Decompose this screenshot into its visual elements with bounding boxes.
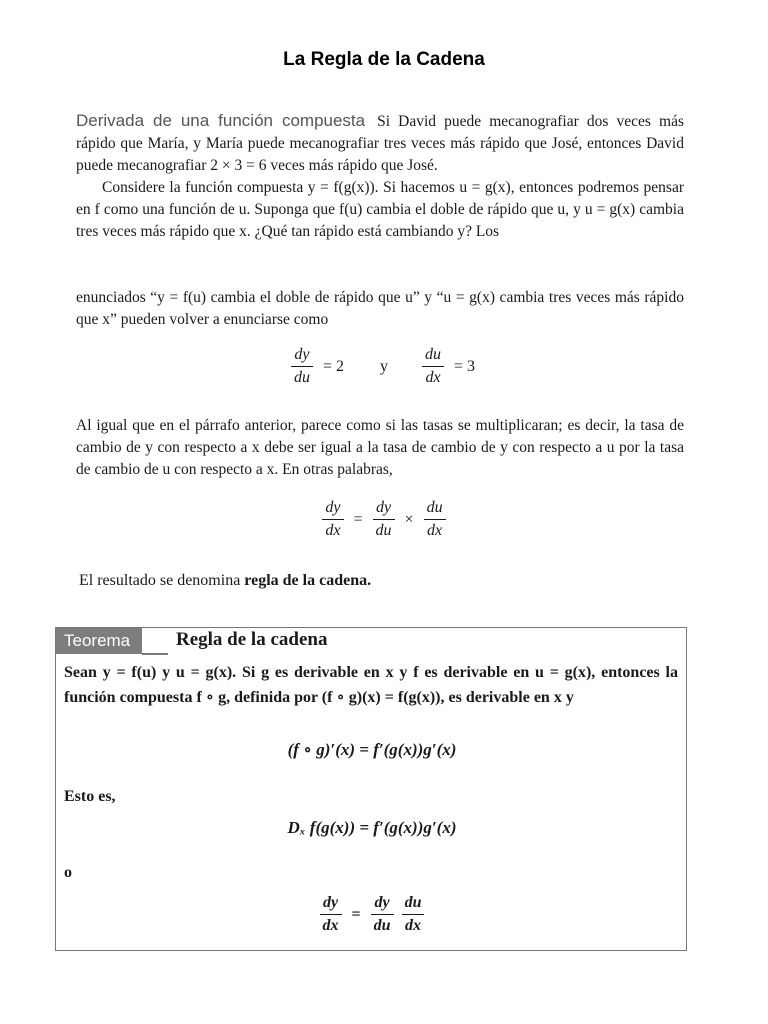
- result-sentence: El resultado se denomina regla de la cadena.: [79, 572, 372, 589]
- intro-paragraph-1: [76, 110, 684, 177]
- theorem-box: [55, 627, 687, 951]
- page-title: La Regla de la Cadena: [283, 49, 485, 70]
- section-heading: Derivada de una función compuesta: [76, 111, 366, 130]
- intro-paragraph-2: Considere la función compuesta y = f(g(x)). Si hacemos u = g(x), entonces podremos pensar en f como una función de u. Suponga que f(u) cambia el doble de rápido que u, y u = g(x) cambia tres veces más rápido que x. ¿Qué tan rápido está cambiando y? Los: [76, 179, 684, 240]
- tab-underline: [142, 653, 168, 655]
- theorem-formula-1: (f ∘ g)′(x) = f′(g(x))g′(x): [287, 740, 457, 759]
- dy-dx-fraction: $\frac{dy}{dx}$: [322, 497, 343, 542]
- restatement-paragraph: enunciados “y = f(u) cambia el doble de rápido que u” y “u = g(x) cambia tres veces más rápido que x” pueden volver a enunciarse como: [76, 289, 684, 328]
- du-dx-fraction: $\frac{du}{dx}$: [422, 344, 444, 389]
- or-label: o: [64, 864, 72, 881]
- theorem-formula-3: $\frac{dy}{dx}$ = $\frac{dy}{du}$ $\frac{du}{dx}$: [56, 892, 688, 937]
- rule-name-bold: regla de la cadena.: [244, 572, 372, 589]
- dy-du-fraction: $\frac{dy}{du}$: [291, 344, 313, 389]
- du-dx-fraction: $\frac{du}{dx}$: [424, 497, 446, 542]
- intro-p1-text: Si David puede mecanografiar dos veces más rápido que María, y María puede mecanografiar tres veces más rápido que José, entonces David puede mecanografiar 2 × 3 = 6 veces más rápido que José.: [76, 113, 684, 174]
- theorem-name: Regla de la cadena: [176, 629, 328, 650]
- theorem-label: Teorema: [56, 628, 142, 654]
- dy-du-fraction: $\frac{dy}{du}$: [373, 497, 395, 542]
- rates-equation: $\frac{dy}{du}$ = 2 y $\frac{du}{dx}$ = 3: [0, 344, 768, 389]
- theorem-formula-2: Dₓ f(g(x)) = f′(g(x))g′(x): [287, 818, 457, 837]
- esto-es-label: Esto es,: [64, 788, 116, 805]
- analysis-paragraph: Al igual que en el párrafo anterior, parece como si las tasas se multiplicaran; es decir, la tasa de cambio de y con respecto a x debe ser igual a la tasa de cambio de y con respecto a u por la tasa de cambio de u con respecto a x. En otras palabras,: [76, 417, 684, 478]
- intro-block: [76, 110, 684, 243]
- theorem-statement: Sean y = f(u) y u = g(x). Si g es derivable en x y f es derivable en u = g(x), entonces la función compuesta f ∘ g, definida por (f ∘ g)(x) = f(g(x)), es derivable en x y: [64, 664, 678, 706]
- chain-product-equation: $\frac{dy}{dx}$ = $\frac{dy}{du}$ × $\frac{du}{dx}$: [0, 497, 768, 542]
